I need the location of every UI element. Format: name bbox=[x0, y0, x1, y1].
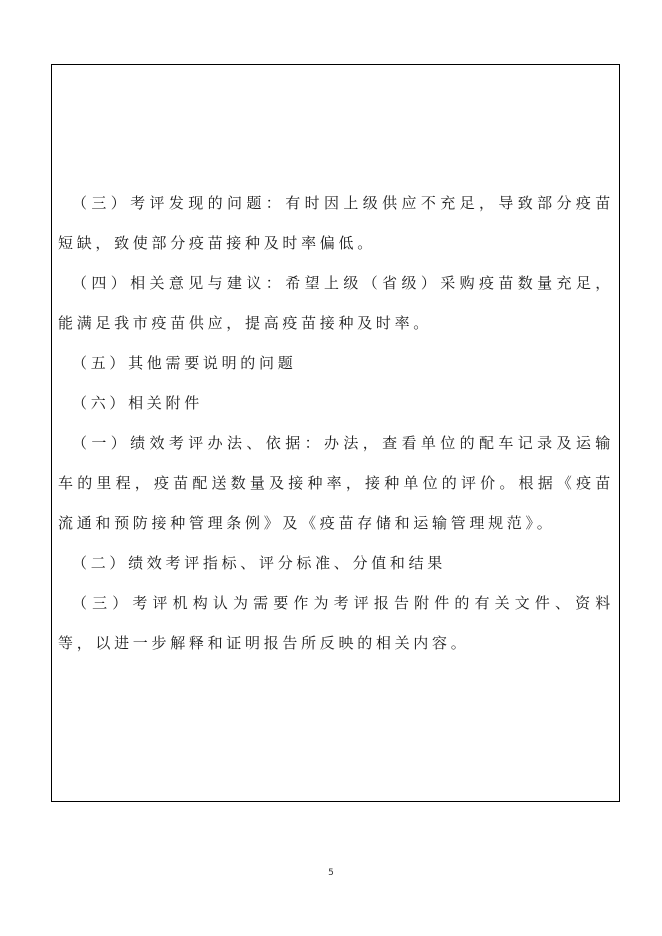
paragraph-evaluation-method: （一）绩效考评办法、依据：办法，查看单位的配车记录及运输车的里程，疫苗配送数量及接种率，接种单位的评价。根据《疫苗流通和预防接种管理条例》及《疫苗存储和运输管理规范》。 bbox=[58, 434, 614, 532]
paragraph-evaluation-indicators: （二）绩效考评指标、评分标准、分值和结果 bbox=[72, 554, 447, 572]
paragraph-attachment-files: （三）考评机构认为需要作为考评报告附件的有关文件、资料等，以进一步解释和证明报告所反映的相关内容。 bbox=[58, 594, 614, 652]
page-number: 5 bbox=[328, 868, 334, 878]
paragraph-problems-found: （三）考评发现的问题：有时因上级供应不充足，导致部分疫苗短缺，致使部分疫苗接种及时率偏低。 bbox=[58, 194, 614, 252]
paragraph-suggestions: （四）相关意见与建议：希望上级（省级）采购疫苗数量充足，能满足我市疫苗供应，提高疫苗接种及时率。 bbox=[58, 274, 614, 332]
paragraph-attachments: （六）相关附件 bbox=[72, 394, 203, 412]
document-body bbox=[58, 183, 614, 663]
paragraph-other-issues: （五）其他需要说明的问题 bbox=[72, 354, 297, 372]
